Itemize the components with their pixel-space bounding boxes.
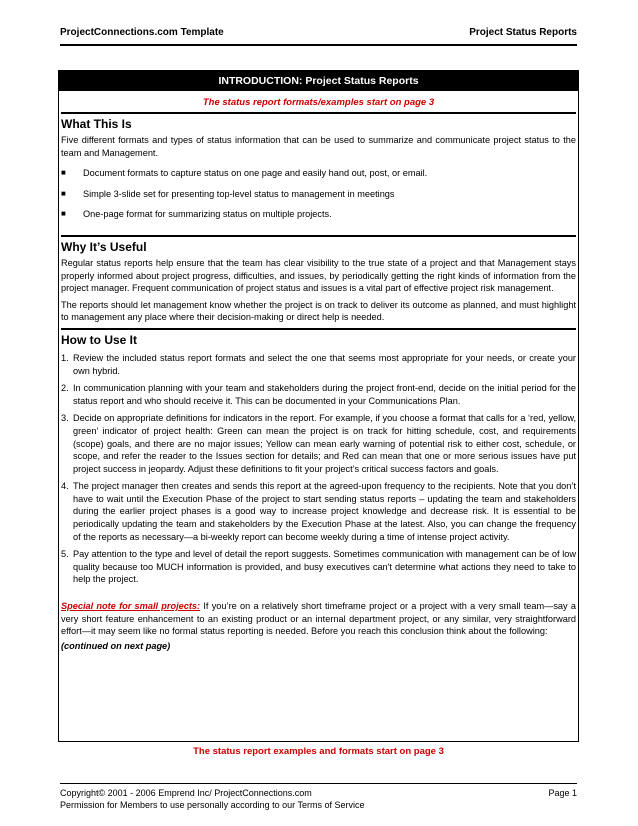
what-title: What This Is	[61, 117, 132, 131]
special-label: Special note for small projects:	[61, 601, 201, 612]
list-item: ■ One-page format for summarizing status on multiple projects.	[61, 209, 332, 220]
list-item: 5. Pay attention to the type and level of detail the report suggests. Sometimes communication with management can be of low quality because too MUCH information is provided, and busy executives can't determine what actions they need to take to help the project.	[61, 549, 576, 585]
page-header	[60, 27, 577, 38]
special-text: If you’re on a relatively short timeframe project or a project with a very small team—say a very short feature enhancement to an existing product or an internal department project, or any similar, very straightforward effort—it may seem like no formal status reporting is needed. Before you reach this conclusion think about the following:	[61, 601, 576, 637]
list-item: 3. Decide on appropriate definitions for indicators in the report. For example, if you choose a format that calls for a ‘red, yellow, green’ indicator of project health: Green can mean the project is on track for hitting schedule, cost, and requirements (scope) goals, and there are no major issues; Yellow can mean early warning of potential risk to either cost, schedule, or scope, and refer the reader to the Issues section for details; and Red can mean that one or more serious issues have put project success in jeopardy. Adjust these definitions to fit your project’s critical success factors and goals.	[61, 413, 577, 474]
section-why	[61, 235, 576, 324]
list-item: 2. In communication planning with your team and stakeholders during the project front-end, decide on the initial period for the status report and who should receive it. This can be documented in your Communications Plan.	[61, 383, 576, 406]
why-p2: The reports should let management know whether the project is on track to deliver its outcome as planned, and must highlight to management any place where their decision-making or direct help is needed.	[61, 299, 576, 323]
section-what	[61, 112, 576, 221]
page-number: Page 1	[548, 788, 577, 798]
header-rule	[60, 44, 577, 46]
section-how	[61, 328, 576, 586]
special-note	[61, 600, 576, 638]
footer-permission: Permission for Members to use personally according to our Terms of Service	[60, 800, 365, 810]
list-item: ■ Document formats to capture status on one page and easily hand out, post, or email.	[61, 168, 428, 179]
intro-banner: INTRODUCTION: Project Status Reports	[59, 71, 578, 91]
what-bullets	[61, 167, 576, 221]
content-box	[58, 70, 579, 742]
list-item: ■ Simple 3-slide set for presenting top-level status to management in meetings	[61, 188, 395, 199]
header-right: Project Status Reports	[469, 27, 577, 38]
footer-rule	[60, 783, 577, 784]
top-note: The status report formats/examples start on page 3	[202, 97, 435, 108]
how-title: How to Use It	[61, 332, 138, 347]
why-p1: Regular status reports help ensure that the team has clear visibility to the true state of a project and that Management stays properly informed about project progress, difficulties, and issues, by periodically getting the right kinds of information from the project manager. Frequent communication of project status and issues is a vital part of effective project risk management.	[61, 257, 576, 294]
section-special	[61, 600, 576, 651]
list-item: 4. The project manager then creates and sends this report at the agreed-upon frequency to the recipients. Note that you don’t have to wait until the Execution Phase of the project to start sending status reports – updating the team and stakeholders during the earlier project phases is a good way to increase project knowledge and decrease risk. It is essential to be periodically updating the team and stakeholders by the Execution Phase at the latest. Also, you can change the frequency of the reports as necessary—a bi-weekly report can become weekly during a time of intense project activity.	[61, 481, 576, 542]
how-list	[61, 352, 576, 586]
what-text: Five different formats and types of status information that can be used to summarize and communicate project status to the team and Management.	[61, 135, 576, 158]
footer-copyright: Copyright© 2001 - 2006 Emprend Inc/ ProjectConnections.com	[60, 788, 312, 798]
list-item: 1. Review the included status report formats and select the one that seems most appropriate for your needs, or create your own hybrid.	[61, 352, 576, 376]
continued-note: (continued on next page)	[61, 640, 171, 651]
page-footer	[60, 787, 577, 811]
bottom-note: The status report examples and formats start on page 3	[193, 746, 444, 757]
header-left: ProjectConnections.com Template	[60, 27, 224, 38]
why-title: Why It’s Useful	[61, 239, 147, 254]
